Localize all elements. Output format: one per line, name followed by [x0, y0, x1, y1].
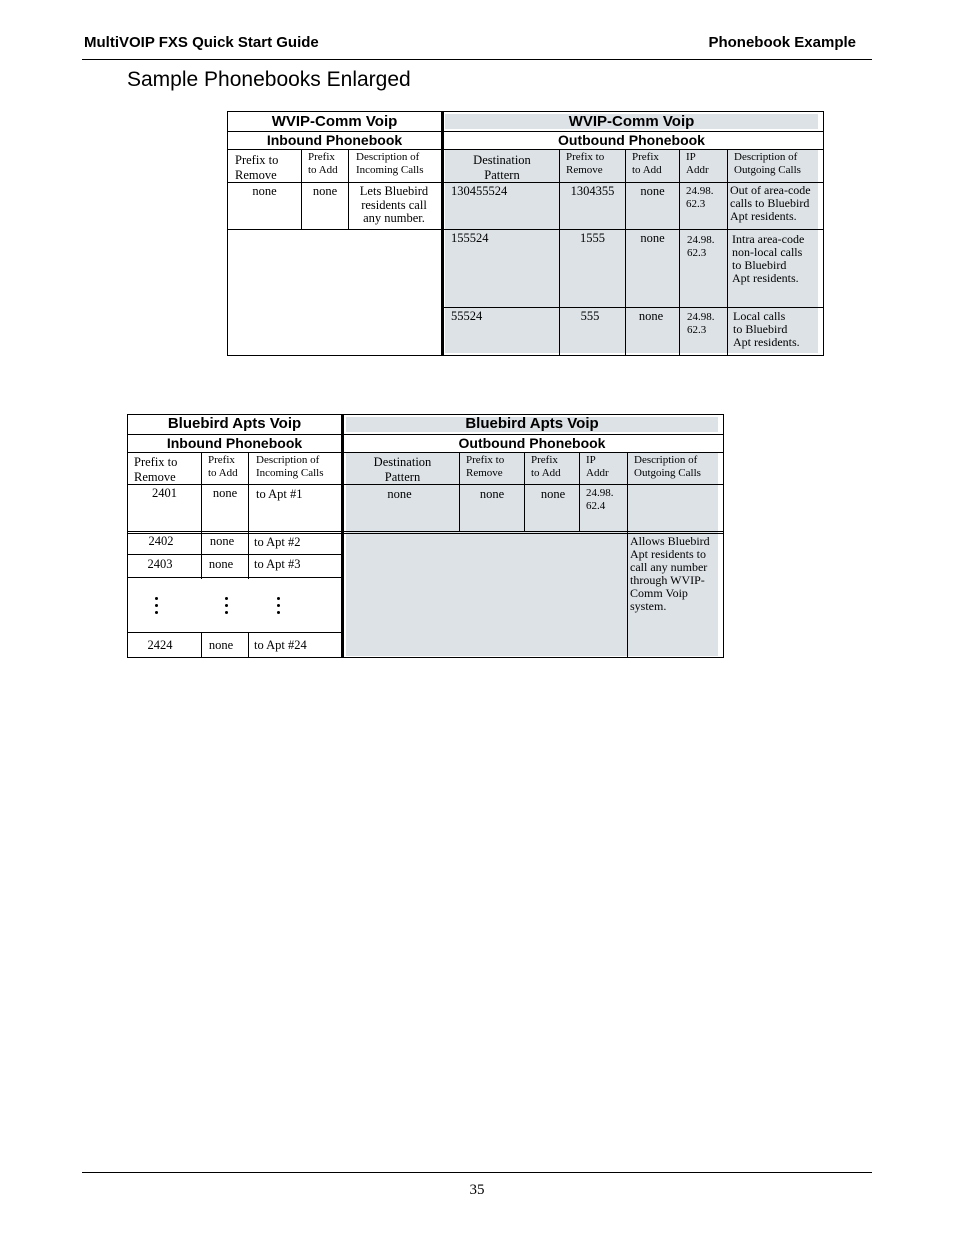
table-cell: none: [640, 184, 665, 198]
table-cell: none: [387, 487, 412, 501]
table-cell: 1304355: [570, 184, 615, 198]
column-header: Prefix to Remove: [566, 151, 605, 176]
table-cell: Local calls to Bluebird Apt residents.: [733, 309, 800, 349]
column-header: IP Addr: [586, 454, 609, 479]
column-header: Prefix to Remove: [466, 454, 505, 479]
table-cell: 24.98. 62.3: [687, 311, 715, 336]
column-header: Description of Incoming Calls: [356, 151, 424, 176]
table-cell: Lets Bluebird residents call any number.: [359, 184, 429, 225]
column-header: IP Addr: [686, 151, 709, 176]
bluebird-outbound-title: Bluebird Apts Voip: [465, 415, 599, 432]
bluebird-outbound-subtitle: Outbound Phonebook: [458, 435, 606, 451]
table-cell: 130455524: [451, 184, 508, 198]
column-header: Description of Incoming Calls: [256, 454, 324, 479]
outbound-note: Allows Bluebird Apt residents to call any number through WVIP- Comm Voip system.: [630, 534, 710, 613]
table-cell: 2402: [148, 534, 174, 548]
page-title: Sample Phonebooks Enlarged: [127, 68, 411, 91]
vertical-ellipsis-icon: [277, 597, 280, 618]
table-cell: none: [208, 557, 234, 571]
header-rule: [82, 59, 872, 60]
guide-title: MultiVOIP FXS Quick Start Guide: [84, 34, 319, 51]
table-cell: none: [640, 231, 665, 245]
table-cell: none: [312, 184, 338, 198]
table-cell: none: [209, 534, 235, 548]
table-cell: none: [212, 486, 238, 500]
table-cell: 155524: [451, 231, 489, 245]
wvip-outbound-title: WVIP-Comm Voip: [568, 113, 695, 130]
table-cell: to Apt #2: [254, 535, 301, 549]
column-header: Prefix to Add: [531, 454, 561, 479]
table-cell: Out of area-code calls to Bluebird Apt residents.: [730, 183, 811, 223]
page-number: 35: [469, 1182, 485, 1198]
wvip-inbound-title: WVIP-Comm Voip: [271, 113, 398, 130]
table-cell: 24.98. 62.3: [686, 185, 714, 210]
footer-rule: [82, 1172, 872, 1173]
table-cell: none: [540, 487, 566, 501]
table-cell: 2401: [152, 486, 177, 500]
column-header: Description of Outgoing Calls: [734, 151, 801, 176]
table-cell: 555: [580, 309, 600, 323]
column-header: Destination Pattern: [373, 455, 432, 484]
column-header: Prefix to Add: [308, 151, 338, 176]
table-cell: Intra area-code non-local calls to Bluebird Apt residents.: [732, 232, 805, 285]
vertical-ellipsis-icon: [155, 597, 158, 618]
table-cell: none: [638, 309, 664, 323]
table-cell: to Apt #3: [254, 557, 301, 571]
table-cell: none: [252, 184, 277, 198]
wvip-outbound-subtitle: Outbound Phonebook: [558, 132, 705, 148]
wvip-inbound-subtitle: Inbound Phonebook: [266, 132, 403, 148]
table-cell: to Apt #1: [256, 487, 303, 501]
table-cell: none: [208, 638, 234, 652]
table-cell: none: [479, 487, 505, 501]
table-cell: 2403: [147, 557, 173, 571]
vertical-ellipsis-icon: [225, 597, 228, 618]
table-cell: 1555: [580, 231, 605, 245]
table-cell: 55524: [451, 309, 483, 323]
column-header: Prefix to Add: [632, 151, 662, 176]
bluebird-inbound-subtitle: Inbound Phonebook: [166, 435, 303, 451]
column-header: Prefix to Add: [208, 454, 238, 479]
column-header: Destination Pattern: [473, 153, 531, 182]
table-cell: 24.98. 62.4: [586, 487, 614, 512]
column-header: Prefix to Remove: [134, 455, 178, 484]
section-name: Phonebook Example: [708, 34, 856, 51]
column-header: Description of Outgoing Calls: [634, 454, 701, 479]
bluebird-inbound-title: Bluebird Apts Voip: [167, 415, 302, 432]
column-header: Prefix to Remove: [235, 153, 279, 182]
table-cell: to Apt #24: [254, 638, 307, 652]
table-cell: 24.98. 62.3: [687, 234, 715, 259]
table-cell: 2424: [147, 638, 173, 652]
